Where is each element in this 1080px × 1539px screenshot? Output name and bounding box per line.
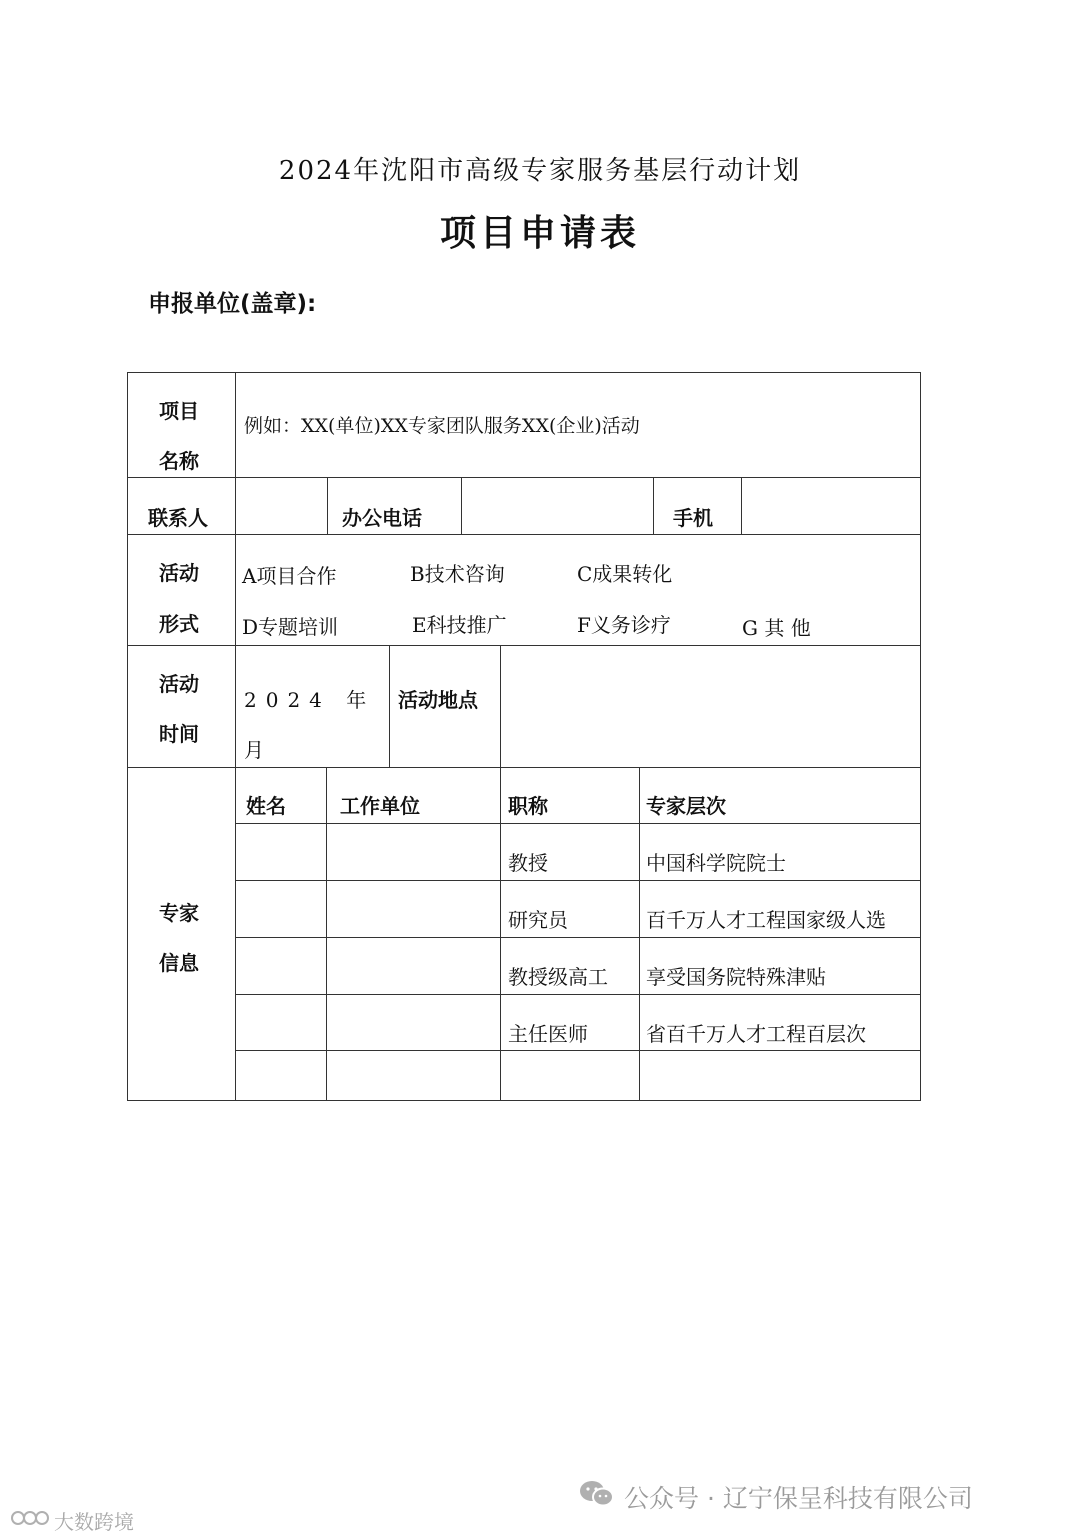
expert-name-field[interactable] bbox=[235, 823, 327, 881]
expert-name-field[interactable] bbox=[235, 994, 327, 1051]
activity-time-month: 月 bbox=[244, 738, 264, 762]
contact-label: 联系人 bbox=[148, 506, 208, 530]
form-subtitle: 2024年沈阳市高级专家服务基层行动计划 bbox=[278, 156, 802, 186]
mobile-field[interactable] bbox=[741, 477, 921, 535]
option-c-achievement-transfer[interactable]: C成果转化 bbox=[577, 562, 673, 586]
office-phone-field[interactable] bbox=[461, 477, 654, 535]
expert-title-field[interactable] bbox=[500, 1050, 640, 1101]
header-level: 专家层次 bbox=[646, 794, 726, 818]
expert-employer-field[interactable] bbox=[326, 994, 501, 1051]
office-phone-label: 办公电话 bbox=[342, 506, 422, 530]
header-name: 姓名 bbox=[246, 794, 286, 818]
activity-time-year: 2024 年 bbox=[244, 688, 376, 712]
activity-form-label-line1: 活动 bbox=[159, 561, 199, 585]
experts-label-cell bbox=[127, 767, 236, 1101]
expert-employer-field[interactable] bbox=[326, 880, 501, 938]
platform-watermark-text: 大数跨境 bbox=[54, 1510, 134, 1534]
expert-employer-field[interactable] bbox=[326, 1050, 501, 1101]
option-g-other[interactable]: G 其 他 bbox=[742, 616, 811, 640]
expert-name-field[interactable] bbox=[235, 937, 327, 995]
project-name-value: 例如：XX(单位)XX专家团队服务XX(企业)活动 bbox=[244, 415, 640, 437]
mobile-label: 手机 bbox=[673, 506, 713, 530]
expert-level-text: 省百千万人才工程百层次 bbox=[646, 1022, 866, 1046]
expert-title-text: 主任医师 bbox=[508, 1022, 588, 1046]
expert-level-text: 百千万人才工程国家级人选 bbox=[646, 908, 886, 932]
header-employer: 工作单位 bbox=[340, 794, 420, 818]
expert-title-text: 教授 bbox=[508, 851, 548, 875]
activity-time-label-cell bbox=[127, 645, 236, 768]
activity-time-label-line1: 活动 bbox=[159, 672, 199, 696]
expert-level-field[interactable] bbox=[639, 1050, 921, 1101]
wechat-account-text: 公众号 · 辽宁保呈科技有限公司 bbox=[624, 1484, 973, 1513]
wechat-icon bbox=[578, 1478, 616, 1516]
option-f-volunteer-clinic[interactable]: F义务诊疗 bbox=[577, 613, 671, 637]
project-label-line1: 项目 bbox=[159, 399, 199, 423]
header-title: 职称 bbox=[508, 794, 548, 818]
experts-label-line1: 专家 bbox=[159, 901, 199, 925]
expert-title-text: 教授级高工 bbox=[508, 965, 608, 989]
option-e-tech-promotion[interactable]: E科技推广 bbox=[412, 613, 507, 637]
activity-form-label-line2: 形式 bbox=[159, 612, 199, 636]
expert-name-field[interactable] bbox=[235, 880, 327, 938]
expert-name-field[interactable] bbox=[235, 1050, 327, 1101]
form-title: 项目申请表 bbox=[439, 213, 640, 254]
option-b-technical-consulting[interactable]: B技术咨询 bbox=[410, 562, 505, 586]
option-d-special-training[interactable]: D专题培训 bbox=[242, 615, 339, 639]
project-label-line2: 名称 bbox=[159, 449, 199, 473]
applicant-label: 申报单位(盖章): bbox=[148, 291, 317, 317]
option-a-project-cooperation[interactable]: A项目合作 bbox=[242, 564, 337, 588]
activity-location-field[interactable] bbox=[500, 645, 921, 768]
experts-label-line2: 信息 bbox=[159, 951, 199, 975]
platform-logo-icon bbox=[10, 1507, 50, 1534]
platform-watermark bbox=[10, 1506, 134, 1535]
expert-level-text: 中国科学院院士 bbox=[646, 851, 786, 875]
activity-time-label-line2: 时间 bbox=[159, 722, 199, 746]
expert-employer-field[interactable] bbox=[326, 937, 501, 995]
wechat-watermark bbox=[578, 1478, 973, 1516]
expert-level-text: 享受国务院特殊津贴 bbox=[646, 965, 826, 989]
contact-field[interactable] bbox=[235, 477, 328, 535]
expert-employer-field[interactable] bbox=[326, 823, 501, 881]
activity-location-label: 活动地点 bbox=[398, 688, 478, 712]
expert-title-text: 研究员 bbox=[508, 908, 568, 932]
